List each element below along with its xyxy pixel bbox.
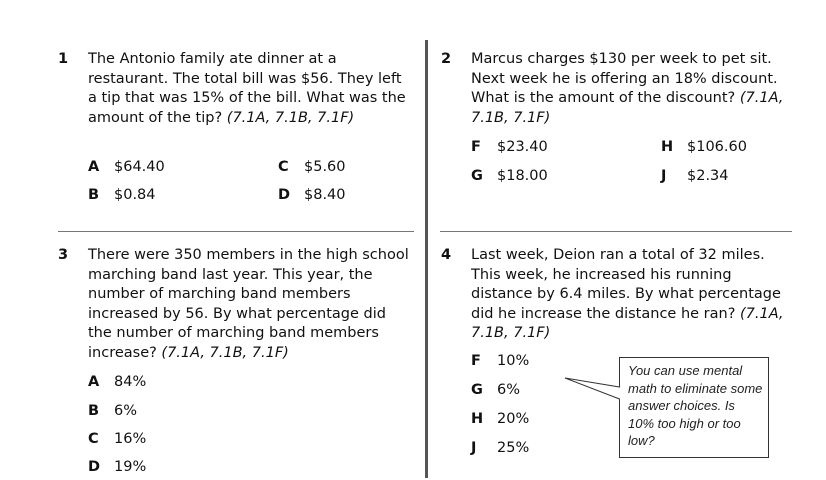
question-number: 3: [58, 247, 69, 263]
choice-letter: C: [278, 159, 289, 175]
answer-choice[interactable]: [471, 138, 548, 158]
question-number: 4: [441, 247, 452, 263]
choice-letter: H: [471, 411, 484, 427]
question-standards: (7.1A, 7.1B, 7.1F): [161, 344, 289, 361]
answer-choice[interactable]: [88, 430, 146, 450]
answer-choice[interactable]: [88, 402, 137, 422]
choice-letter: B: [88, 403, 100, 419]
choice-value: 25%: [497, 440, 530, 456]
answer-choice[interactable]: [471, 167, 548, 187]
choice-letter: F: [471, 139, 481, 155]
answer-choice[interactable]: [661, 138, 747, 158]
question-text: [471, 246, 789, 344]
answer-choice[interactable]: [88, 458, 146, 478]
choice-letter: A: [88, 159, 100, 175]
choice-value: 16%: [114, 431, 147, 447]
choice-value: $5.60: [304, 159, 346, 175]
answer-choice[interactable]: [278, 158, 346, 178]
answer-choice[interactable]: [471, 352, 529, 372]
question-3: [58, 246, 408, 478]
choice-value: $18.00: [497, 168, 548, 184]
question-text: [88, 50, 408, 128]
question-prompt: Marcus charges $130 per week to pet sit. Next week he is offering an 18% discount. What is the amount of the discount?: [471, 51, 778, 106]
column-divider: [425, 40, 428, 478]
choice-letter: J: [471, 440, 477, 456]
question-prompt: The Antonio family ate dinner at a restaurant. The total bill was $56. They left a tip that was 15% of the bill. What was the amount of the tip?: [88, 51, 406, 126]
answer-choice[interactable]: [88, 373, 146, 393]
choice-value: 19%: [114, 459, 147, 475]
question-2: [441, 50, 791, 190]
choice-value: $8.40: [304, 187, 346, 203]
choice-value: $23.40: [497, 139, 548, 155]
question-number: 2: [441, 51, 452, 67]
choice-value: 6%: [497, 382, 521, 398]
choice-letter: H: [661, 139, 674, 155]
question-prompt: Last week, Deion ran a total of 32 miles. This week, he increased his running distance by 6.4 miles. By what percentage did he increase the distance he ran?: [471, 247, 781, 322]
choice-letter: D: [88, 459, 101, 475]
row-divider-left: [58, 231, 414, 232]
answer-choice[interactable]: [88, 186, 156, 206]
answer-choice[interactable]: [88, 158, 165, 178]
choice-value: 6%: [114, 403, 138, 419]
question-text: [471, 50, 786, 128]
choice-letter: F: [471, 353, 481, 369]
choice-value: $2.34: [687, 168, 729, 184]
choice-letter: B: [88, 187, 100, 203]
hint-callout: [619, 357, 768, 458]
answer-choice[interactable]: [471, 381, 520, 401]
question-prompt: There were 350 members in the high school marching band last year. This year, the number of marching band members increased by 56. By what percentage did the number of marching band members increase?: [88, 247, 409, 361]
choice-letter: C: [88, 431, 99, 447]
question-1: [58, 50, 408, 210]
choice-letter: D: [278, 187, 291, 203]
question-number: 1: [58, 51, 69, 67]
answer-choice[interactable]: [661, 167, 729, 187]
choice-value: 84%: [114, 374, 147, 390]
choice-letter: J: [661, 168, 667, 184]
answer-choice[interactable]: [471, 439, 529, 459]
question-standards: (7.1A, 7.1B, 7.1F): [226, 109, 355, 126]
row-divider-right: [440, 231, 792, 232]
hint-text: You can use mental math to eliminate some answer choices. Is 10% too high or too low?: [628, 363, 763, 448]
choice-value: 20%: [497, 411, 530, 427]
choice-letter: G: [471, 168, 483, 184]
answer-choice[interactable]: [278, 186, 346, 206]
choice-letter: G: [471, 382, 483, 398]
question-text: [88, 246, 413, 363]
choice-value: $64.40: [114, 159, 165, 175]
question-standards: (7.1A, 7.1B, 7.1F): [471, 90, 784, 126]
choice-value: 10%: [497, 353, 530, 369]
answer-choice[interactable]: [471, 410, 529, 430]
choice-value: $0.84: [114, 187, 156, 203]
choice-value: $106.60: [687, 139, 747, 155]
choice-letter: A: [88, 374, 100, 390]
question-standards: (7.1A, 7.1B, 7.1F): [471, 305, 784, 341]
